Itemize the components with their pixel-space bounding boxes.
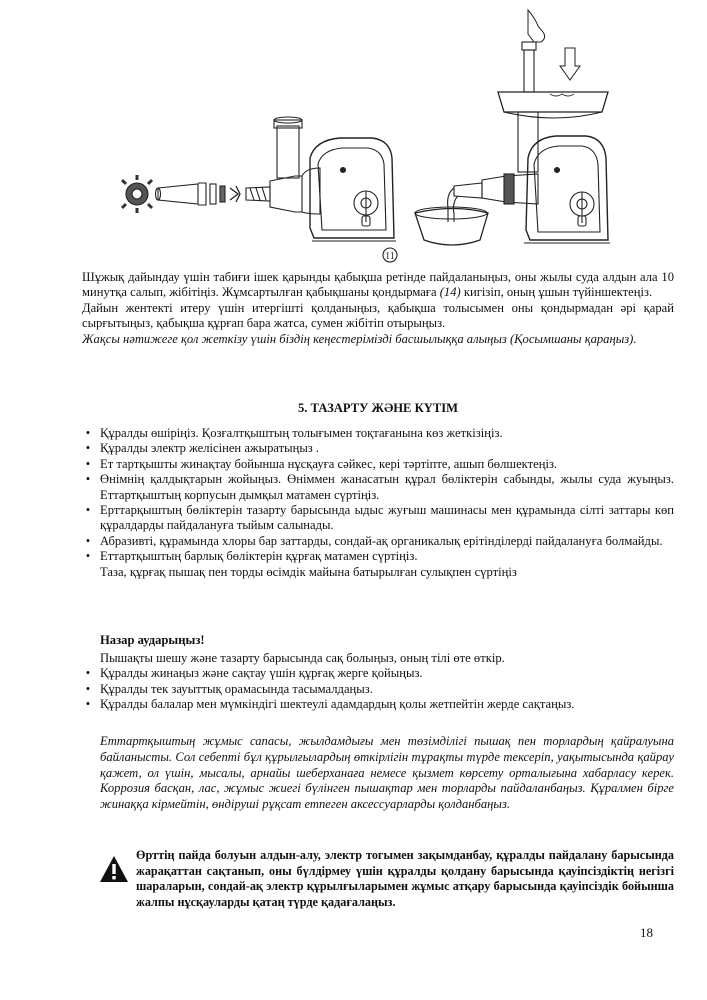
list-item: • Абразивті, құрамында хлоры бар заттарды, сондай-ақ органикалық ерітінділерді пайдалануға болмайды. <box>82 534 674 549</box>
assembled-grinder-drawing <box>415 10 610 245</box>
warning-triangle-icon <box>99 855 129 883</box>
cleaning-bullet-list <box>82 426 674 580</box>
list-continuation: Таза, құрғақ пышақ пен торды өсімдік майына батырылған сулықпен сүртіңіз <box>100 564 517 579</box>
bullet-icon: • <box>85 441 91 456</box>
exploded-assembly-drawing <box>122 117 396 241</box>
warning-text: Өрттің пайда болуын алдын-алу, электр тогымен зақымданбау, құралды пайдалану барысында жарақаттан сақтанып, оны бүлдірмеу үшін құралды қолдану барысында қауіпсіздіктің негізгі шараларын, сондай-ақ электр құрылғыларымен жұмыс атқару барысында қауіпсіздік бойынша жалпы нұсқауларды қатаң түрде қадағалаңыз. <box>136 848 674 909</box>
list-item: • Ет тартқышты жинақтау бойынша нұсқауға сәйкес, кері тәртіпте, ашып бөлшектеңіз. <box>82 457 674 472</box>
list-item: • Құралды балалар мен мүмкіндігі шектеулі адамдардың қолы жетпейтін жерде сақтаңыз. <box>82 697 674 712</box>
list-item: • Құралды тек зауыттық орамасында тасымалдаңыз. <box>82 682 674 697</box>
attention-intro: Пышақты шешу және тазарту барысында сақ болыңыз, оның тілі өте өткір. <box>100 651 505 665</box>
bullet-icon: • <box>85 503 91 518</box>
intro-paragraph-1: Шұжық дайындау үшін табиғи ішек қарынды қабықша ретінде пайдаланыңыз, оны жылы суда алдын ала 10 минутқа салып, жібітіңіз. Жұмсартылған қабықшаны қондырмаға (14) кигізіп, оның ұшын түйіншектеңіз. <box>82 270 674 300</box>
bullet-icon: • <box>85 697 91 712</box>
bullet-icon: • <box>85 681 91 696</box>
attention-heading: Назар аударыңыз! <box>100 633 205 647</box>
intro-section <box>82 270 674 347</box>
figure-number: 11 <box>385 251 395 262</box>
list-item: • Еттартқыштың барлық бөліктерін құрғақ матамен сүртіңіз. <box>82 549 674 564</box>
bullet-icon: • <box>85 549 91 564</box>
list-item: • Ерттарқыштың бөліктерін тазарту барысында ыдыс жуғыш машинасы мен құрамында сілті заттары көп құралдарды пайдалануға тыйым салынады. <box>82 503 674 534</box>
reference-number: (14) <box>439 285 461 300</box>
bullet-icon: • <box>85 533 91 548</box>
list-item: • Өнімнің қалдықтарын жойыңыз. Өніммен жанасатын құрал бөліктерін сабынды, жылы суда жуыңыз. Еттартқыштың корпусын дымқыл матамен сүртіңіз. <box>82 472 674 503</box>
meat-grinder-illustration <box>110 8 610 263</box>
list-item: • Құралды электр желісінен ажыратыңыз . <box>82 441 674 456</box>
maintenance-note: Еттартқыштың жұмыс сапасы, жылдамдығы мен төзімділігі пышақ пен торлардың қайралуына байланысты. Сол себепті бұл құрылғылардың өткірлігін тұрақты түрде тексеріп, уақытысында қайрау қажет, ол үшін, мысалы, арнайы шеберханаға немесе қызмет көрсету орталығына хабарласу керек. Коррозия басқан, лас, жұмыс жиегі бүлінген пышақтар мен торларды пайдаланбаңыз. Құралмен бірге жинаққа кірмейтін, өндіруші рұқсат етпеген аксессуарларды қолданбаңыз. <box>100 734 674 812</box>
bullet-icon: • <box>85 472 91 487</box>
list-item: • Құралды өшіріңіз. Қозғалтқыштың толығымен тоқтағанына көз жеткізіңіз. <box>82 426 674 441</box>
list-item: • Құралды жинаңыз және сақтау үшін құрғақ жерге қойыңыз. <box>82 666 674 681</box>
page-number: 18 <box>640 925 653 940</box>
bullet-icon: • <box>85 666 91 681</box>
bullet-icon: • <box>85 426 91 440</box>
intro-paragraph-2: Дайын жентекті итеру үшін итергішті қолданыңыз, қабықша толысымен оны қондырмадан әрі қарай сырғытыңыз, қабықша құрғап бара жатса, сумен жібітіп отырыңыз. <box>82 300 674 331</box>
intro-paragraph-3: Жақсы нәтижеге қол жеткізу үшін біздің кеңестерімізді басшылыққа алыңыз (Қосымшаны қараңыз). <box>82 331 637 346</box>
bullet-icon: • <box>85 456 91 471</box>
attention-section <box>82 651 674 713</box>
section-title: 5. ТАЗАРТУ ЖӘНЕ КҮТІМ <box>297 401 459 415</box>
